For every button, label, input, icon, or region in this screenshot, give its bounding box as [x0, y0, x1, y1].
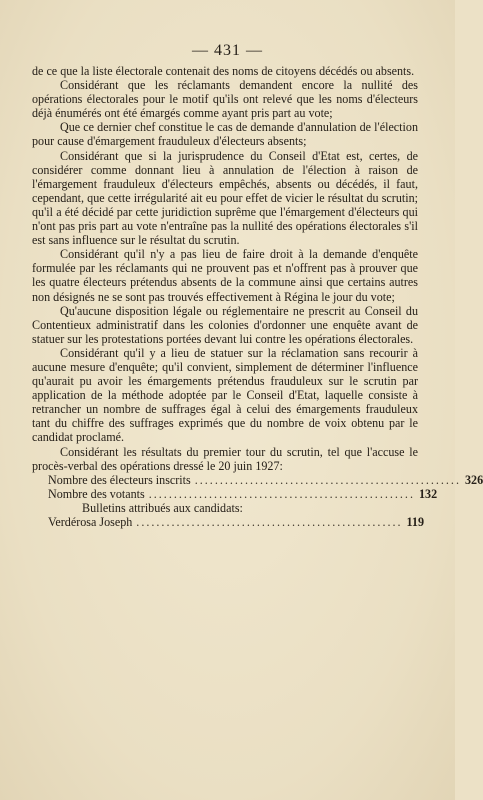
result-label: Nombre des électeurs inscrits — [48, 472, 191, 487]
result-row-votants — [32, 486, 438, 501]
dot-leader: ..................................................... — [194, 472, 461, 487]
body-text — [32, 64, 483, 529]
result-value: 326 — [464, 472, 483, 487]
bulletins-heading: Bulletins attribués aux candidats: — [82, 500, 243, 515]
paragraph-continuation: de ce que la liste électorale contenait des noms de citoyens décédés ou absents. — [32, 64, 415, 78]
paragraph-dernier-chef: Que ce dernier chef constitue le cas de demande d'annulation de l'élection pour cause d'émargement frauduleux d'électeurs absents; — [32, 120, 418, 149]
result-label: Nombre des votants — [48, 486, 145, 501]
paragraph-reclamants: Considérant que les réclamants demandent encore la nullité des opérations électorales pour le motif qu'ils ont relevé que les noms d'électeurs déjà énumérés ont été émargés comme ayant pris part au vote; — [32, 78, 418, 121]
paragraph-enquete: Considérant qu'il n'y a pas lieu de faire droit à la demande d'enquête formulée par les réclamants qui ne prouvent pas et n'offrent pas à prouver que les quatre électeurs prétendus absents de la commune ainsi que certains autres non désignés ne se sont pas trouvés effectivement à Régina le jour du vote; — [32, 247, 418, 304]
result-row-inscrits — [32, 472, 483, 487]
result-value: 132 — [418, 486, 438, 501]
paragraph-resultats: Considérant les résultats du premier tour du scrutin, tel que l'accuse le procès-verbal des opérations dressé le 20 juin 1927: — [32, 444, 418, 473]
page-number: — 431 — — [192, 42, 263, 59]
result-row-candidate — [32, 515, 425, 529]
result-label: Verdérosa Joseph — [48, 515, 133, 529]
paragraph-statuer: Considérant qu'il y a lieu de statuer sur la réclamation sans recourir à aucune mesure d'enquête; qu'il convient, simplement de déterminer l'influence qu'aurait pu avoir les émargements prétendus frauduleux sur le scrutin par application de la méthode adoptée par le Conseil d'Etat, laquelle consiste à retrancher un nombre de suffrages égal à celui des émargements frauduleux tant du chiffre des suffrages exprimés que du nombre de voix obtenu par le candidat proclamé. — [32, 345, 418, 445]
dot-leader: ..................................................... — [148, 486, 415, 501]
dot-leader: ..................................................... — [136, 515, 403, 529]
paragraph-disposition: Qu'aucune disposition légale ou réglementaire ne prescrit au Conseil du Contentieux administratif dans les colonies d'ordonner une enquête avant de statuer sur les protestations portées devant lui contre les opérations électorales. — [32, 303, 418, 346]
result-value: 119 — [406, 515, 425, 529]
paragraph-jurisprudence: Considérant que si la jurisprudence du Conseil d'Etat est, certes, de considérer comme donnant lieu à annulation de l'élection à raison de l'émargement frauduleux d'électeurs empêchés, absents ou décédés, il faut, cependant, que cette irrégularité ait eu pour effet de vicier le résultat du scrutin; qu'il a été décidé par cette juridiction suprême que l'émargement d'électeurs qui n'ont pas pris part au vote n'entraîne pas la nullité des opérations électorales s'il est sans influence sur le résultat du scrutin. — [32, 148, 418, 248]
